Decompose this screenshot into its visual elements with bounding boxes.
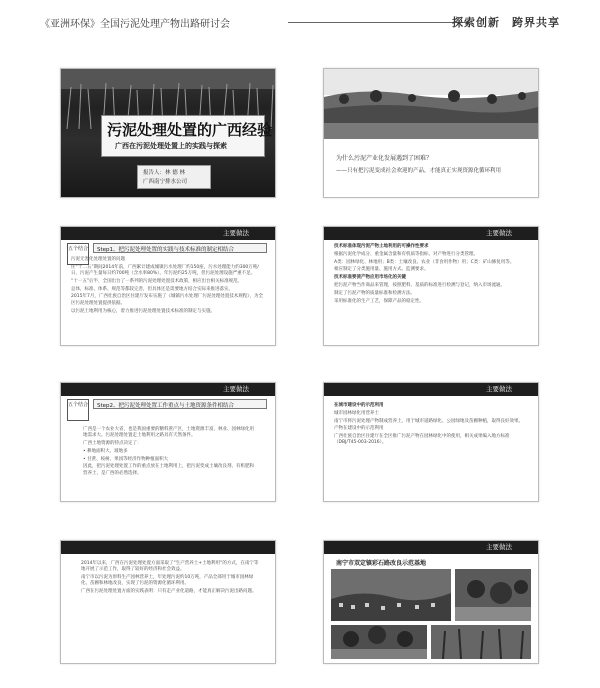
slide-5-paragraph: • 耕地面积大、坡地多 <box>83 448 128 454</box>
slide-1 <box>60 68 276 198</box>
slide-8-bar-label: 主要做法 <box>486 543 512 551</box>
slide-4-bar-label: 主要做法 <box>486 229 512 237</box>
slide-4-item: 制定了污泥产物的质量标准和检测方法。 <box>334 290 415 296</box>
slide-4-heading: 技术标准体现污泥产物土地利用的可操作性要求 <box>334 244 429 249</box>
slide-6-body <box>334 403 528 448</box>
slide-3-item: 以污泥土地利用为核心，着力推进污泥处理处置技术标准的制定与实施。 <box>71 308 215 314</box>
slide-5-tag: 五个结合 <box>67 399 89 421</box>
slide-3-tag: 五个结合 <box>67 243 89 265</box>
slide-8-heading: 南宁市双定镇彩石路改良示范基地 <box>336 560 427 567</box>
slide-6-item: 产物在建设中的示范利用 <box>334 426 384 432</box>
slide-6-bar-label: 主要做法 <box>486 385 512 393</box>
slide-1-presenter: 报告人：林 德 林 <box>143 170 185 176</box>
slide-4-heading: 技术标准要使产物应用市场化的关键 <box>334 275 406 281</box>
slide-5 <box>60 382 276 502</box>
slide-6-item: 广西壮族自治区住建厅在全区推广污泥产物在园林绿化中的使用，相关成果编入地方标准（DBJ/T45-003-2016）。 <box>334 434 510 446</box>
slide-6-heading: 在城市建设中的示范利用 <box>334 403 384 408</box>
slide-3 <box>60 226 276 346</box>
slide-2-question: 为什么污泥产业化发展遇到了困难？ <box>336 155 433 162</box>
slide-6-item: 南宁市将污泥处理产物制成营养土，用于城市道路绿化、公园绿地及苗圃种植，取得良好效果。 <box>334 418 523 424</box>
slide-3-item: “十一五”后半，全国出台了一系列的污泥处理处置技术政策，相应出台相关标准规范。 <box>71 278 243 284</box>
slide-5-paragraph: 广西是一个农业大省，也是我国重要的糖料蔗产区，土地资源丰富，林业、园林绿化用地需求大。污泥处理处置走土地利用之路具有天然条件。 <box>83 427 254 439</box>
slide-7 <box>60 540 276 664</box>
slide-2 <box>323 68 539 198</box>
slide-3-bar-label: 主要做法 <box>223 229 249 237</box>
slide-6-topbar <box>324 383 538 396</box>
slide-4-item: 采用标准化的生产工艺，保障产品的稳定性。 <box>334 298 424 304</box>
slide-4-item: 把污泥产物当作商品来管理，按照肥料、基质的标准进行检测与登记，纳入市场流通。 <box>334 282 505 288</box>
slide-7-paragraph: 2014年以来，广西在污泥处理处置方面采取了“生产营养土+土地利用”的方式，在南宁等地开展了示范工作，取得了较好的经济和社会效益。 <box>81 561 259 573</box>
slide-4-body <box>334 244 528 306</box>
landscape-image <box>324 69 538 139</box>
slide-3-item: 2015年7月，广西壮族自治区住建厅发布实施了《城镇污水处理厂污泥处理处置技术规程》，为全区污泥处理处置提供依据。 <box>71 294 264 306</box>
slide-4-item: 相应制定了分类施用量、施用方式、监测要求。 <box>334 267 429 273</box>
slide-3-step-title: Step1、把污泥处理处置的实践与技术标准的制定相结合 <box>93 243 267 253</box>
demo-site-photos <box>331 569 531 659</box>
slide-8-topbar <box>324 541 538 554</box>
slide-4-topbar <box>324 227 538 240</box>
slide-6 <box>323 382 539 502</box>
slide-6-item: 城市园林绿化用营养土 <box>334 410 379 416</box>
slide-1-title: 污泥处理处置的广西经验 <box>107 121 273 139</box>
slide-4 <box>323 226 539 346</box>
page-header <box>40 12 560 32</box>
slide-4-item: 根据污泥化学成分、重金属含量和有机质等指标，对产物进行分类管理。 <box>334 251 478 257</box>
slide-4-item: A类：园林绿化、林地用；B类：土壤改良、农业（非食用作物）用；C类：矿山修复用等。 <box>334 259 515 265</box>
header-slogan: 探索创新 跨界共享 <box>452 16 560 29</box>
slide-1-subtitle: 广西在污泥处理处置上的实践与探索 <box>115 142 227 150</box>
slide-3-item: 总体，标准、体系、规范等都较完善，但具体还是需要地方结合实际来推进落实。 <box>71 286 233 292</box>
slide-3-body <box>71 257 265 316</box>
slide-5-paragraph: 因此，把污泥处理处置工作的重点放在土地利用上，把污泥变成土壤改良剂、有机肥和营养土，是广西的必然选择。 <box>83 464 254 476</box>
slide-3-item: 住“十二五”期间2014年前，广西累计建成城镇污水处理厂约150座，污水处理能力约300万吨/日，污泥产生量每日约700吨（含水率80%），年污泥约25万吨，但污泥处理设施严重不足。 <box>71 264 259 277</box>
header-divider <box>288 22 468 23</box>
slide-8 <box>323 540 539 664</box>
slide-7-paragraph: 南宁市以污泥为原料生产园林营养土，年处理污泥约10万吨，产品全部用于城市园林绿化、苗圃和林地改良，实现了污泥的资源化循环利用。 <box>81 575 254 587</box>
slide-7-paragraph: 广西在污泥处理处置方面的实践表明：只有走产业化道路，才能真正解决污泥出路问题。 <box>81 589 257 595</box>
slide-5-paragraph: 广西土地资源的特点决定了： <box>83 441 142 447</box>
slide-7-body <box>81 561 259 597</box>
slide-7-topbar <box>61 541 275 554</box>
slide-5-topbar <box>61 383 275 396</box>
slide-5-step-title: Step2、把污泥处理处置工作重点与土地资源条件相结合 <box>93 399 267 409</box>
slide-1-organization: 广西南宁排水公司 <box>143 179 188 185</box>
slide-5-paragraph: • 甘蔗、桉树、果园等经济作物种植面积大 <box>83 456 169 462</box>
slide-3-item: 污泥无害化处理处置的问题 <box>71 257 125 262</box>
slide-2-answer: ——只有把污泥变成社会欢迎的产品，才能真正实现资源化循环利用 <box>336 168 502 174</box>
slide-5-body <box>83 427 255 479</box>
slide-5-bar-label: 主要做法 <box>223 385 249 393</box>
journal-title: 《亚洲环保》全国污泥处理产物出路研讨会 <box>40 19 230 30</box>
slide-3-topbar <box>61 227 275 240</box>
